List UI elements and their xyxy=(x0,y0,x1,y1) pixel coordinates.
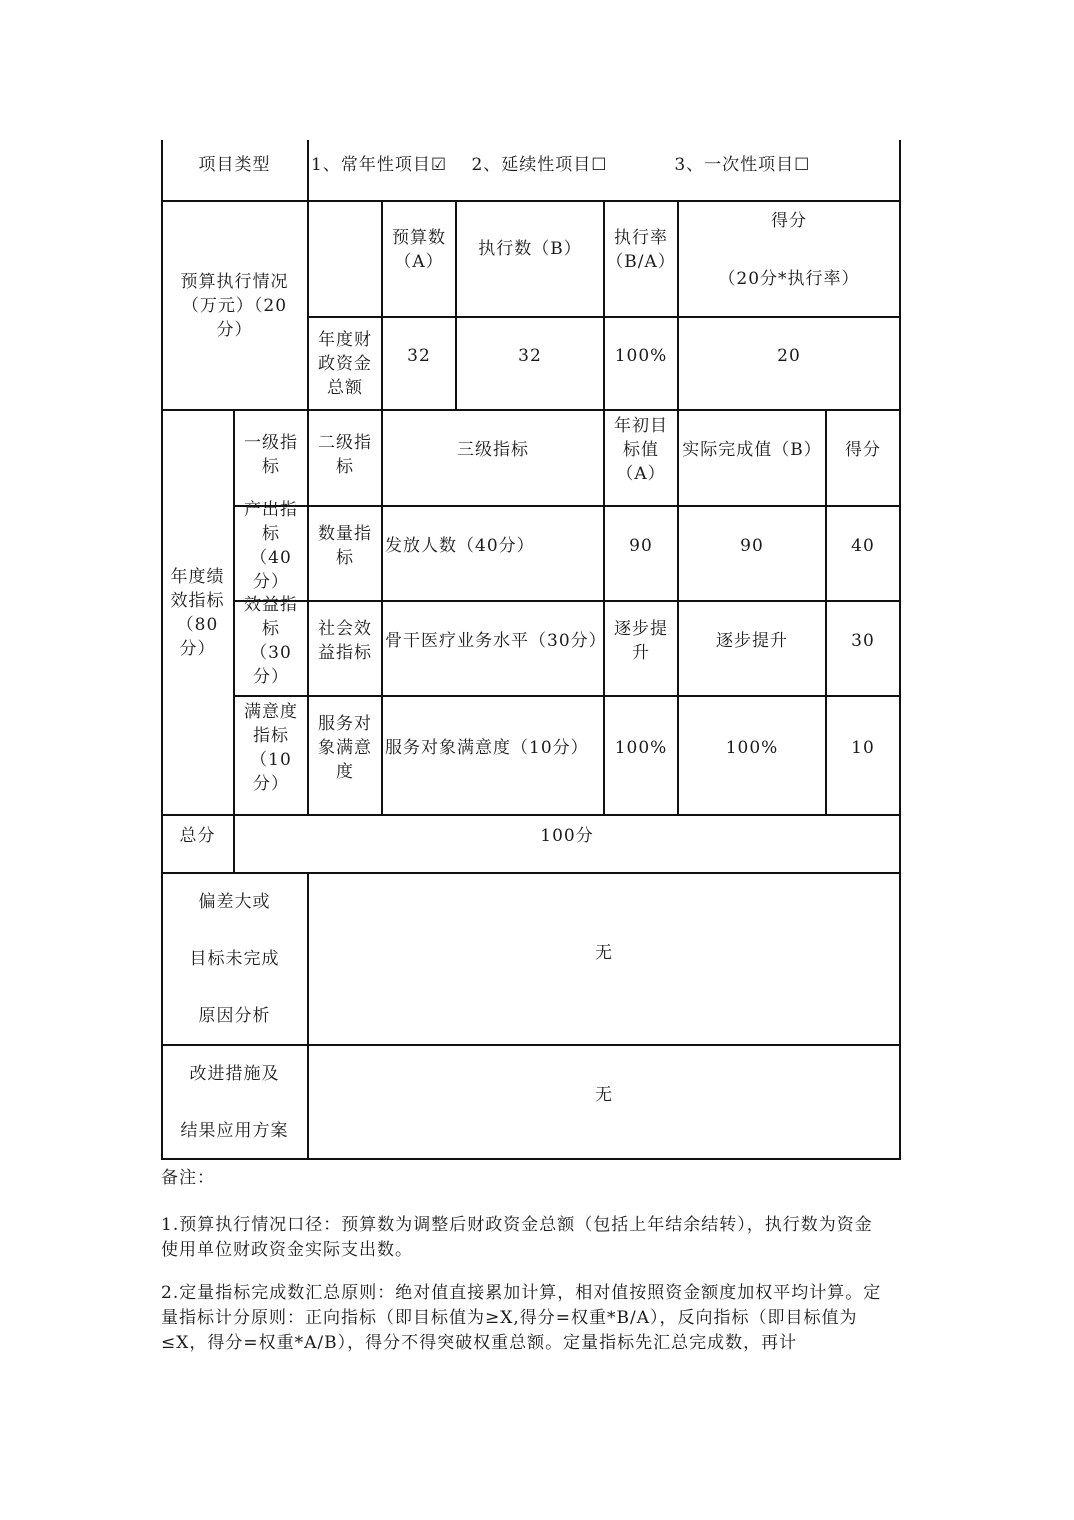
row3-actual: 100% xyxy=(725,738,779,758)
budget-header-score-note: （20分*执行率） xyxy=(718,269,860,289)
total-label: 总分 xyxy=(179,826,216,846)
improve-label xyxy=(161,1045,308,1159)
improve-label-line1: 改进措施及 xyxy=(189,1063,280,1084)
project-type-options: 1、常年性项目☑ 2、延续性项目☐ 3、一次性项目☐ xyxy=(311,155,811,175)
deviation-label-line1: 偏差大或 xyxy=(198,892,271,912)
row3-level1: 满意度指标（10分） xyxy=(244,702,298,794)
header-actual: 实际完成值（B） xyxy=(682,440,822,460)
notes-item-1: 1.预算执行情况口径：预算数为调整后财政资金总额（包括上年结余结转），执行数为资金使用单位财政资金实际支出数。 xyxy=(161,1215,873,1260)
budget-section-label: 预算执行情况（万元）（20分） xyxy=(180,271,289,340)
rate-value: 100% xyxy=(614,346,668,366)
row1-target: 90 xyxy=(629,536,653,556)
row1-actual: 90 xyxy=(740,536,764,556)
budget-header-a: 预算数（A） xyxy=(392,228,446,272)
notes-section xyxy=(161,1166,889,1374)
row2-level3: 骨干医疗业务水平（30分） xyxy=(385,631,607,651)
header-score: 得分 xyxy=(845,440,881,460)
header-target: 年初目标值（A） xyxy=(614,416,668,484)
row1-score: 40 xyxy=(851,536,875,556)
total-value: 100分 xyxy=(540,826,594,846)
notes-label: 备注： xyxy=(161,1168,215,1188)
row3-level3: 服务对象满意度（10分） xyxy=(385,738,589,758)
improve-label-line2: 结果应用方案 xyxy=(180,1120,289,1141)
header-level1: 一级指标 xyxy=(244,433,298,477)
row2-target: 逐步提升 xyxy=(614,619,668,663)
header-level2: 二级指标 xyxy=(318,433,372,477)
exec-value: 32 xyxy=(518,346,542,366)
row2-level2: 社会效益指标 xyxy=(318,619,372,663)
row1-level3: 发放人数（40分） xyxy=(385,536,535,556)
row3-level2: 服务对象满意度 xyxy=(318,714,372,782)
budget-row-label: 年度财政资金总额 xyxy=(318,329,372,398)
budget-header-score: 得分 xyxy=(771,211,807,231)
budget-header-b: 执行数（B） xyxy=(478,239,582,259)
row2-actual: 逐步提升 xyxy=(716,631,788,651)
evaluation-table xyxy=(161,140,901,1160)
row1-level1: 产出指标（40分） xyxy=(244,500,298,592)
header-level3: 三级指标 xyxy=(457,440,529,460)
deviation-label-line3: 原因分析 xyxy=(198,1006,271,1026)
improve-value: 无 xyxy=(595,1085,613,1105)
row3-score: 10 xyxy=(851,738,875,758)
deviation-label xyxy=(161,873,308,1045)
row2-score: 30 xyxy=(851,631,875,651)
performance-section-label: 年度绩效指标（80分） xyxy=(170,566,225,659)
deviation-value: 无 xyxy=(595,943,613,963)
budget-score-value: 20 xyxy=(777,346,801,366)
notes-item-2: 2.定量指标完成数汇总原则：绝对值直接累加计算，相对值按照资金额度加权平均计算。定量指标计分原则：正向指标（即目标值为≥X,得分=权重*B/A），反向指标（即目标值为≤X，得分=权重*A/B），得分不得突破权重总额。定量指标先汇总完成数，再计 xyxy=(161,1283,882,1353)
row2-level1: 效益指标（30分） xyxy=(244,595,298,687)
budget-header-rate: 执行率（B/A） xyxy=(606,228,676,272)
deviation-label-line2: 目标未完成 xyxy=(189,949,280,969)
row3-target: 100% xyxy=(614,738,668,758)
row1-level2: 数量指标 xyxy=(318,524,372,568)
project-type-label: 项目类型 xyxy=(198,155,271,175)
budget-value: 32 xyxy=(407,346,431,366)
